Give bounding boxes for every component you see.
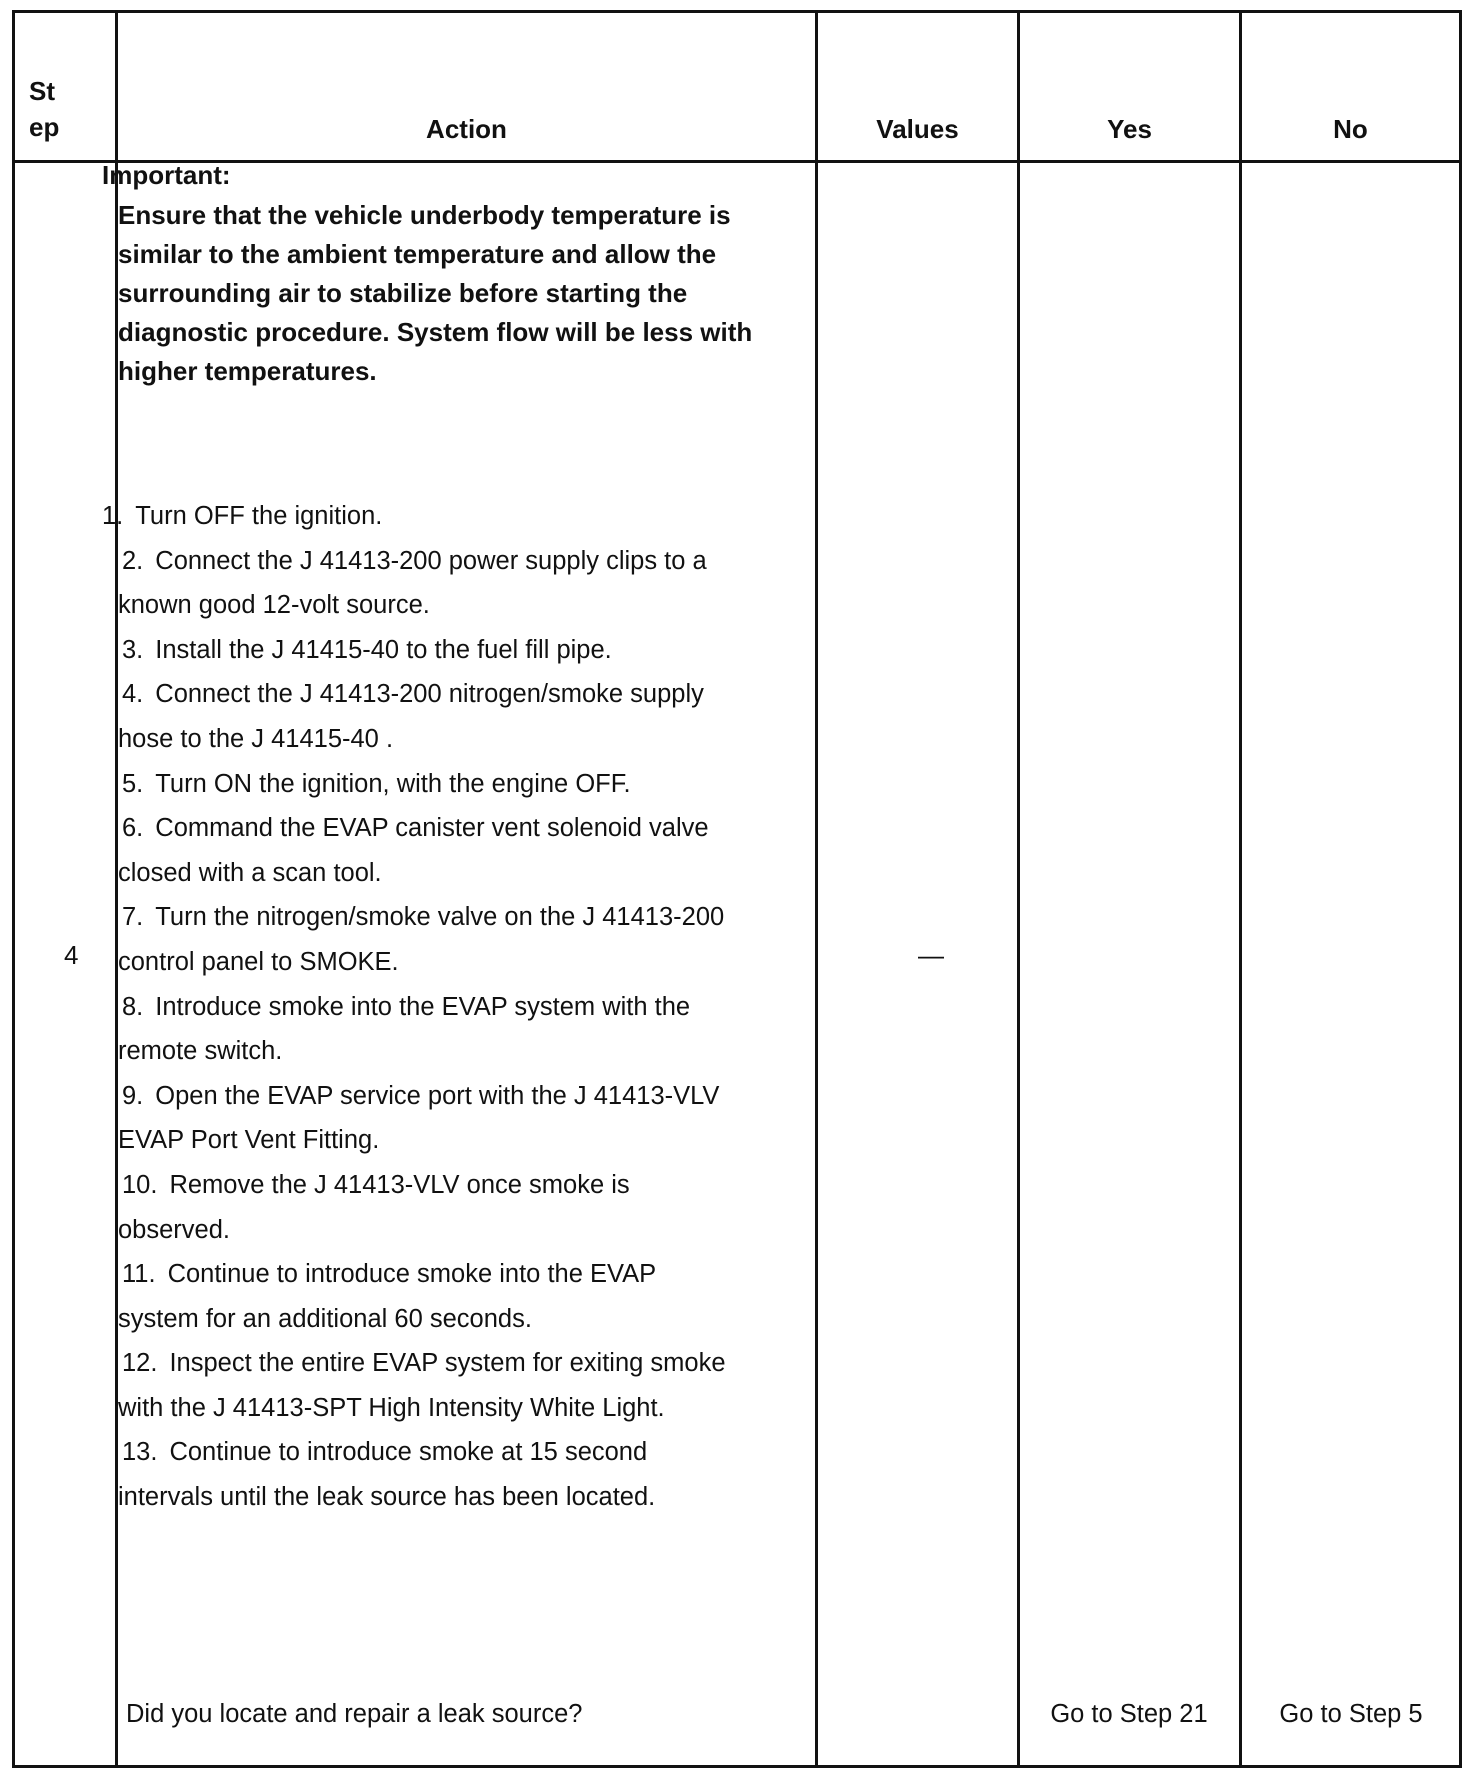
procedure-step-text: Turn ON the ignition, with the engine OFF.	[155, 769, 631, 798]
procedure-step	[102, 1252, 742, 1341]
procedure-step-number: 4.	[122, 680, 144, 709]
procedure-step-number: 12.	[122, 1349, 158, 1378]
step-number: 4	[64, 940, 79, 970]
procedure-step-text: Command the EVAP canister vent solenoid valve closed with a scan tool.	[118, 814, 709, 887]
procedure-step-number: 8.	[122, 992, 144, 1021]
procedure-step-text: Inspect the entire EVAP system for exiting smoke with the J 41413-SPT High Intensity White Light.	[118, 1349, 726, 1422]
header-step-line2: ep	[29, 112, 60, 142]
procedure-step	[102, 1163, 742, 1252]
procedure-step-text: Install the J 41415-40 to the fuel fill pipe.	[155, 635, 612, 664]
procedure-step-number: 9.	[122, 1081, 144, 1110]
procedure-step	[102, 1341, 742, 1430]
procedure-step	[102, 1430, 742, 1519]
no-result: Go to Step 5	[1279, 1700, 1423, 1728]
procedure-step-number: 5.	[122, 769, 144, 798]
procedure-step-number: 13.	[122, 1438, 158, 1467]
procedure-step-text: Continue to introduce smoke at 15 second intervals until the leak source has been located.	[118, 1438, 656, 1512]
procedure-step	[102, 895, 742, 984]
procedure-step	[102, 985, 742, 1074]
procedure-step-number: 3.	[122, 635, 144, 664]
column-divider	[815, 13, 818, 1765]
procedure-step-number: 11.	[122, 1260, 156, 1289]
important-label: Important:	[102, 160, 231, 190]
value-cell: —	[918, 940, 944, 970]
column-divider	[1239, 13, 1242, 1765]
header-step	[15, 13, 115, 163]
procedure-step-text: Connect the J 41413-200 nitrogen/smoke supply hose to the J 41415-40 .	[118, 680, 704, 753]
procedure-step-number: 10.	[122, 1170, 158, 1199]
important-note: Ensure that the vehicle underbody temperature is similar to the ambient temperature and allow the surrounding air to stabilize before starting the diagnostic procedure. System flow will be less with higher temperatures.	[118, 200, 753, 386]
procedure-step-text: Turn OFF the ignition.	[135, 502, 383, 530]
procedure-step-text: Open the EVAP service port with the J 41413-VLV EVAP Port Vent Fitting.	[118, 1081, 720, 1155]
procedure-step	[102, 1074, 742, 1163]
procedure-step	[102, 628, 742, 673]
procedure-step-text: Continue to introduce smoke into the EVAP system for an additional 60 seconds.	[118, 1260, 656, 1333]
procedure-step-number: 7.	[122, 903, 144, 932]
step-question: Did you locate and repair a leak source?	[126, 1700, 583, 1728]
procedure-step	[102, 762, 742, 807]
header-action: Action	[426, 114, 507, 144]
yes-result: Go to Step 21	[1050, 1700, 1208, 1728]
procedure-step	[102, 672, 742, 761]
procedure-step-number: 2.	[122, 546, 144, 575]
header-no: No	[1333, 114, 1368, 144]
procedure-steps	[102, 494, 742, 1520]
procedure-step-text: Remove the J 41413-VLV once smoke is observed.	[118, 1170, 630, 1244]
header-yes: Yes	[1107, 114, 1152, 144]
procedure-step-number: 1.	[102, 502, 124, 530]
procedure-step	[102, 806, 742, 895]
procedure-step-text: Introduce smoke into the EVAP system with the remote switch.	[118, 992, 691, 1066]
header-values: Values	[876, 114, 959, 144]
procedure-step-text: Connect the J 41413-200 power supply clips to a known good 12-volt source.	[118, 546, 707, 620]
procedure-step	[102, 494, 742, 539]
procedure-step	[102, 539, 742, 628]
column-divider	[1017, 13, 1020, 1765]
header-step-line1: St	[29, 76, 55, 106]
procedure-step-text: Turn the nitrogen/smoke valve on the J 41413-200 control panel to SMOKE.	[118, 903, 725, 976]
procedure-step-number: 6.	[122, 814, 144, 843]
